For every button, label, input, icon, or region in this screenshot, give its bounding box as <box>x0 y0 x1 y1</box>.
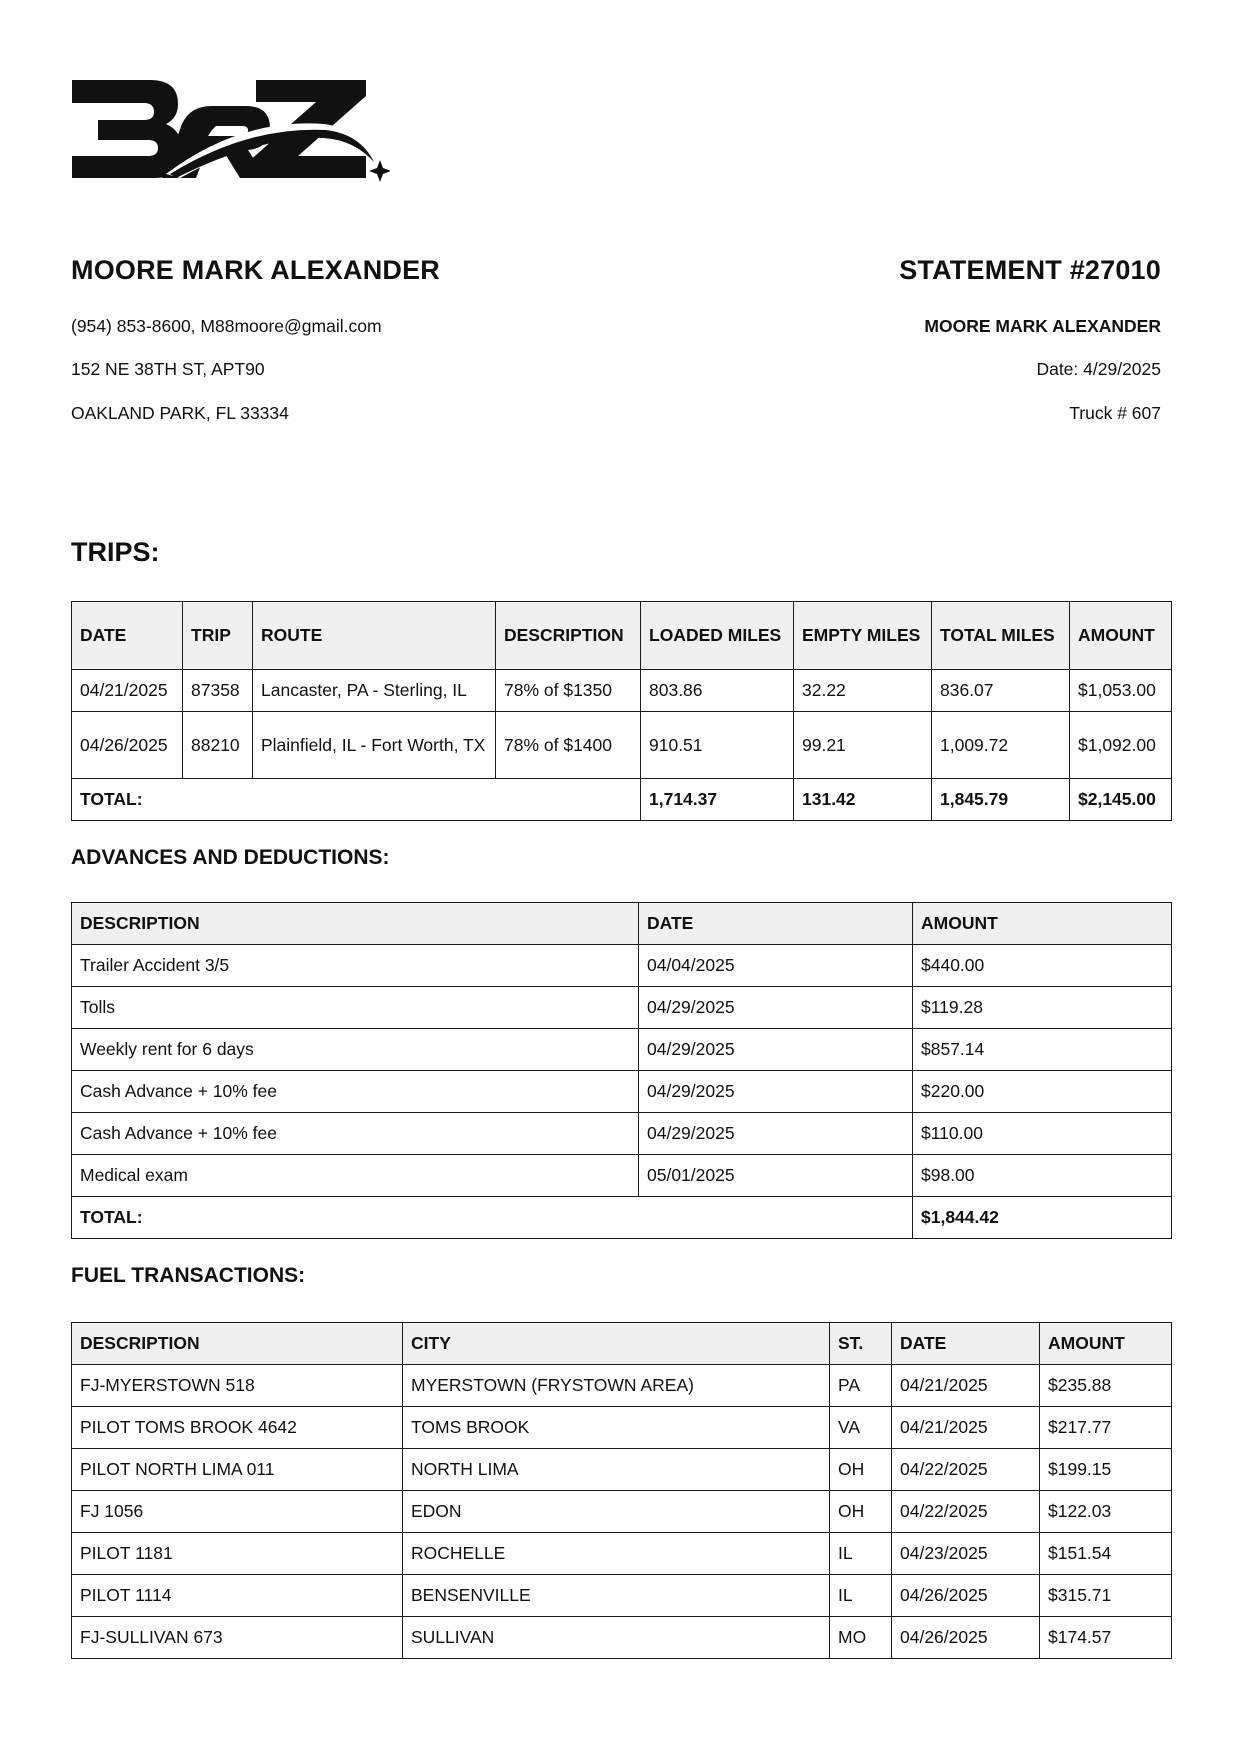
table-row <box>72 987 1172 1029</box>
table-header-row <box>72 1323 1172 1365</box>
table-cell: 04/21/2025 <box>892 1407 1040 1449</box>
table-row <box>72 1029 1172 1071</box>
table-row <box>72 1449 1172 1491</box>
table-cell: $122.03 <box>1040 1491 1172 1533</box>
table-cell: FJ 1056 <box>72 1491 403 1533</box>
table-cell: OH <box>830 1449 892 1491</box>
table-cell: PILOT TOMS BROOK 4642 <box>72 1407 403 1449</box>
table-row <box>72 712 1172 779</box>
table-cell: 32.22 <box>794 670 932 712</box>
table-cell: $315.71 <box>1040 1575 1172 1617</box>
header-cell: DATE <box>639 903 913 945</box>
table-cell: VA <box>830 1407 892 1449</box>
table-row <box>72 1491 1172 1533</box>
table-cell: 04/26/2025 <box>892 1575 1040 1617</box>
table-cell: PILOT 1114 <box>72 1575 403 1617</box>
total-amount: $1,844.42 <box>913 1197 1172 1239</box>
table-cell: 910.51 <box>641 712 794 779</box>
header-cell: EMPTY MILES <box>794 602 932 670</box>
table-cell: OH <box>830 1491 892 1533</box>
header-cell: ROUTE <box>253 602 496 670</box>
table-row <box>72 1533 1172 1575</box>
fuel-title: FUEL TRANSACTIONS: <box>71 1264 306 1287</box>
table-cell: 04/22/2025 <box>892 1449 1040 1491</box>
header-cell: TRIP <box>183 602 253 670</box>
table-cell: PILOT 1181 <box>72 1533 403 1575</box>
statement-truck: Truck # 607 <box>1069 403 1161 423</box>
table-cell: 78% of $1350 <box>496 670 641 712</box>
fuel-table <box>71 1322 1172 1659</box>
statement-title: STATEMENT #27010 <box>899 255 1161 285</box>
total-label: TOTAL: <box>72 1197 913 1239</box>
table-cell: Plainfield, IL - Fort Worth, TX <box>253 712 496 779</box>
total-amount: $2,145.00 <box>1070 779 1172 821</box>
table-cell: $857.14 <box>913 1029 1172 1071</box>
table-cell: 04/21/2025 <box>892 1365 1040 1407</box>
table-cell: 04/26/2025 <box>72 712 183 779</box>
table-cell: 1,009.72 <box>932 712 1070 779</box>
table-cell: Tolls <box>72 987 639 1029</box>
header-cell: AMOUNT <box>1040 1323 1172 1365</box>
header-cell: DESCRIPTION <box>72 903 639 945</box>
header-cell: AMOUNT <box>1070 602 1172 670</box>
statement-name: MOORE MARK ALEXANDER <box>924 316 1161 336</box>
table-cell: Lancaster, PA - Sterling, IL <box>253 670 496 712</box>
table-row <box>72 945 1172 987</box>
total-label: TOTAL: <box>72 779 641 821</box>
table-cell: $110.00 <box>913 1113 1172 1155</box>
statement-info <box>601 254 1161 423</box>
table-cell: $440.00 <box>913 945 1172 987</box>
table-cell: EDON <box>403 1491 830 1533</box>
header-cell: DESCRIPTION <box>72 1323 403 1365</box>
table-cell: SULLIVAN <box>403 1617 830 1659</box>
total-empty-miles: 131.42 <box>794 779 932 821</box>
table-row <box>72 1575 1172 1617</box>
header-cell: TOTAL MILES <box>932 602 1070 670</box>
table-cell: 04/29/2025 <box>639 1113 913 1155</box>
table-row <box>72 1365 1172 1407</box>
total-miles: 1,845.79 <box>932 779 1070 821</box>
table-row <box>72 1071 1172 1113</box>
table-row <box>72 670 1172 712</box>
table-cell: Trailer Accident 3/5 <box>72 945 639 987</box>
table-cell: $174.57 <box>1040 1617 1172 1659</box>
total-row <box>72 1197 1172 1239</box>
table-cell: $119.28 <box>913 987 1172 1029</box>
header-cell: DATE <box>892 1323 1040 1365</box>
table-row <box>72 1155 1172 1197</box>
table-cell: MO <box>830 1617 892 1659</box>
driver-contact: (954) 853-8600, M88moore@gmail.com <box>71 316 382 336</box>
table-row <box>72 1617 1172 1659</box>
table-cell: IL <box>830 1533 892 1575</box>
table-cell: ROCHELLE <box>403 1533 830 1575</box>
table-cell: 05/01/2025 <box>639 1155 913 1197</box>
header-cell: ST. <box>830 1323 892 1365</box>
table-header-row <box>72 602 1172 670</box>
table-cell: 04/29/2025 <box>639 1029 913 1071</box>
brz-logo <box>70 78 390 196</box>
table-cell: 04/21/2025 <box>72 670 183 712</box>
header-cell: CITY <box>403 1323 830 1365</box>
table-cell: 04/23/2025 <box>892 1533 1040 1575</box>
table-cell: Cash Advance + 10% fee <box>72 1113 639 1155</box>
table-cell: $235.88 <box>1040 1365 1172 1407</box>
total-loaded-miles: 1,714.37 <box>641 779 794 821</box>
driver-address-line1: 152 NE 38TH ST, APT90 <box>71 359 265 379</box>
trips-table <box>71 601 1172 821</box>
table-cell: TOMS BROOK <box>403 1407 830 1449</box>
table-cell: $220.00 <box>913 1071 1172 1113</box>
table-cell: 87358 <box>183 670 253 712</box>
table-cell: FJ-SULLIVAN 673 <box>72 1617 403 1659</box>
header-cell: LOADED MILES <box>641 602 794 670</box>
table-cell: 836.07 <box>932 670 1070 712</box>
table-cell: Cash Advance + 10% fee <box>72 1071 639 1113</box>
trips-title: TRIPS: <box>71 537 160 567</box>
table-cell: IL <box>830 1575 892 1617</box>
driver-address-line2: OAKLAND PARK, FL 33334 <box>71 403 289 423</box>
table-cell: NORTH LIMA <box>403 1449 830 1491</box>
table-cell: PILOT NORTH LIMA 011 <box>72 1449 403 1491</box>
advances-table <box>71 902 1172 1239</box>
table-cell: 803.86 <box>641 670 794 712</box>
table-cell: BENSENVILLE <box>403 1575 830 1617</box>
header-cell: AMOUNT <box>913 903 1172 945</box>
table-cell: $98.00 <box>913 1155 1172 1197</box>
table-cell: 04/29/2025 <box>639 987 913 1029</box>
table-cell: $199.15 <box>1040 1449 1172 1491</box>
table-cell: Weekly rent for 6 days <box>72 1029 639 1071</box>
table-cell: 04/04/2025 <box>639 945 913 987</box>
table-header-row <box>72 903 1172 945</box>
table-cell: PA <box>830 1365 892 1407</box>
table-cell: 88210 <box>183 712 253 779</box>
table-cell: Medical exam <box>72 1155 639 1197</box>
table-cell: 04/22/2025 <box>892 1491 1040 1533</box>
statement-date: Date: 4/29/2025 <box>1036 359 1161 379</box>
table-cell: 04/26/2025 <box>892 1617 1040 1659</box>
driver-info <box>71 254 631 423</box>
table-cell: 78% of $1400 <box>496 712 641 779</box>
table-cell: MYERSTOWN (FRYSTOWN AREA) <box>403 1365 830 1407</box>
header-cell: DESCRIPTION <box>496 602 641 670</box>
table-cell: $1,092.00 <box>1070 712 1172 779</box>
driver-name: MOORE MARK ALEXANDER <box>71 255 441 285</box>
advances-title: ADVANCES AND DEDUCTIONS: <box>71 846 390 869</box>
table-row <box>72 1113 1172 1155</box>
table-cell: $1,053.00 <box>1070 670 1172 712</box>
table-cell: $217.77 <box>1040 1407 1172 1449</box>
table-cell: FJ-MYERSTOWN 518 <box>72 1365 403 1407</box>
table-cell: 99.21 <box>794 712 932 779</box>
total-row <box>72 779 1172 821</box>
header-cell: DATE <box>72 602 183 670</box>
table-cell: 04/29/2025 <box>639 1071 913 1113</box>
table-row <box>72 1407 1172 1449</box>
table-cell: $151.54 <box>1040 1533 1172 1575</box>
